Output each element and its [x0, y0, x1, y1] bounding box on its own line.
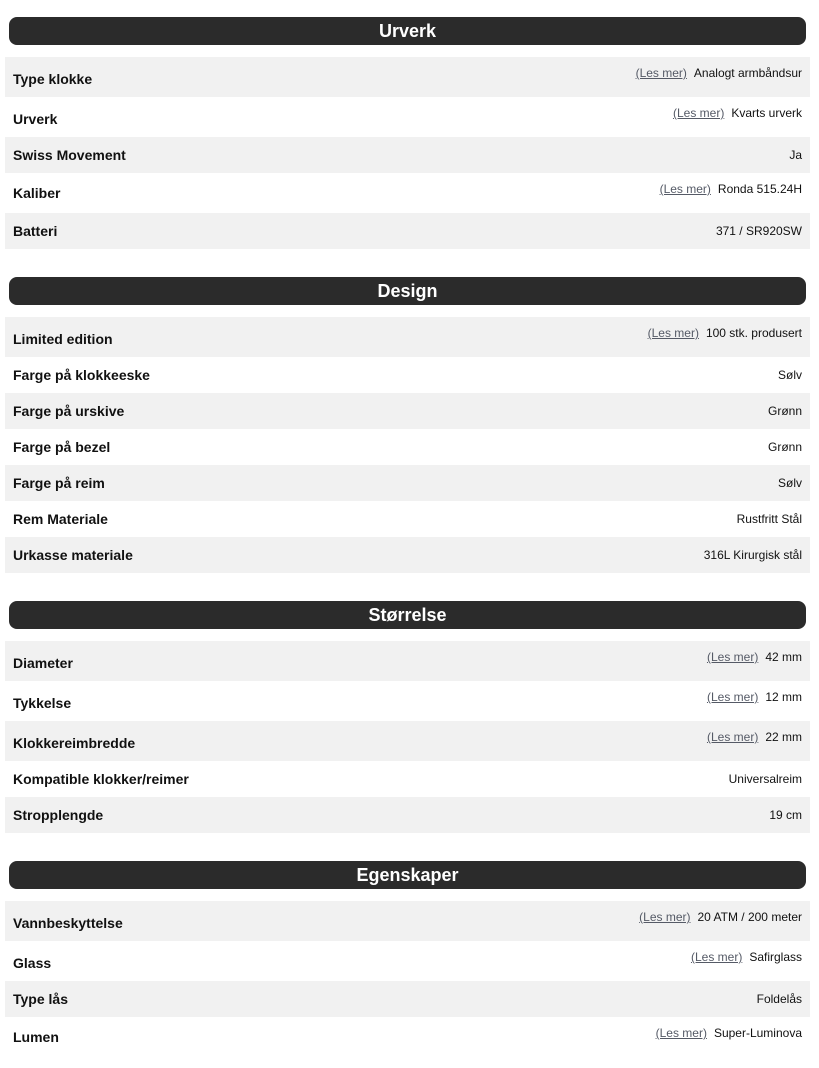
les-mer-link[interactable]: (Les mer)	[639, 910, 691, 924]
spec-label: Type klokke	[13, 71, 93, 87]
spec-value: Rustfritt Stål	[736, 512, 802, 526]
spec-label: Tykkelse	[13, 695, 72, 711]
spec-label: Kompatible klokker/reimer	[13, 771, 189, 787]
spec-value: 316L Kirurgisk stål	[703, 548, 802, 562]
spec-row	[5, 213, 810, 249]
spec-label: Klokkereimbredde	[13, 735, 136, 751]
les-mer-link[interactable]: (Les mer)	[655, 1026, 707, 1040]
spec-label: Swiss Movement	[13, 147, 126, 163]
spec-value: Ronda 515.24H	[717, 182, 802, 196]
spec-value: Kvarts urverk	[731, 106, 802, 120]
spec-row	[5, 901, 810, 941]
spec-row	[5, 537, 810, 573]
spec-row	[5, 393, 810, 429]
spec-label: Batteri	[13, 223, 58, 239]
spec-row	[5, 761, 810, 797]
spec-label: Glass	[13, 955, 52, 971]
spec-value: 12 mm	[765, 690, 802, 704]
spec-row	[5, 721, 810, 761]
section-header-storrelse: Størrelse	[9, 601, 806, 629]
spec-label: Farge på reim	[13, 475, 105, 491]
spec-value: 22 mm	[765, 730, 802, 744]
spec-row	[5, 941, 810, 981]
spec-value: 100 stk. produsert	[705, 326, 802, 340]
spec-row	[5, 97, 810, 137]
spec-value: Grønn	[767, 404, 802, 418]
spec-value: Ja	[789, 148, 802, 162]
spec-value: 19 cm	[769, 808, 802, 822]
spec-value: Sølv	[778, 476, 802, 490]
les-mer-link[interactable]: (Les mer)	[690, 950, 743, 964]
spec-value: 20 ATM / 200 meter	[697, 910, 802, 924]
spec-label: Lumen	[13, 1029, 59, 1045]
les-mer-link[interactable]: (Les mer)	[706, 690, 759, 704]
spec-label: Rem Materiale	[13, 511, 108, 527]
spec-value: Foldelås	[756, 992, 802, 1006]
spec-row	[5, 641, 810, 681]
les-mer-link[interactable]: (Les mer)	[706, 730, 759, 744]
spec-row	[5, 173, 810, 213]
spec-row	[5, 317, 810, 357]
spec-label: Kaliber	[13, 185, 61, 201]
spec-label: Diameter	[13, 655, 73, 671]
spec-label: Vannbeskyttelse	[13, 915, 123, 931]
spec-value: Super-Luminova	[713, 1026, 802, 1040]
spec-value: Universalreim	[728, 772, 802, 786]
les-mer-link[interactable]: (Les mer)	[706, 650, 759, 664]
spec-row	[5, 429, 810, 465]
les-mer-link[interactable]: (Les mer)	[647, 326, 699, 340]
section-header-egenskaper: Egenskaper	[9, 861, 806, 889]
spec-value: Sølv	[778, 368, 802, 382]
spec-row	[5, 981, 810, 1017]
spec-label: Farge på klokkeeske	[13, 367, 150, 383]
spec-value: Grønn	[767, 440, 802, 454]
spec-row	[5, 501, 810, 537]
section-header-urverk: Urverk	[9, 17, 806, 45]
les-mer-link[interactable]: (Les mer)	[659, 182, 711, 196]
spec-label: Stropplengde	[13, 807, 104, 823]
spec-label: Urverk	[13, 111, 58, 127]
spec-value: Safirglass	[749, 950, 802, 964]
spec-row	[5, 57, 810, 97]
les-mer-link[interactable]: (Les mer)	[635, 66, 687, 80]
spec-row	[5, 465, 810, 501]
les-mer-link[interactable]: (Les mer)	[672, 106, 725, 120]
spec-label: Farge på urskive	[13, 403, 125, 419]
spec-label: Type lås	[13, 991, 68, 1007]
spec-row	[5, 797, 810, 833]
section-header-design: Design	[9, 277, 806, 305]
spec-value: 42 mm	[765, 650, 802, 664]
spec-label: Limited edition	[13, 331, 113, 347]
spec-row	[5, 137, 810, 173]
spec-label: Urkasse materiale	[13, 547, 133, 563]
spec-value: 371 / SR920SW	[715, 224, 802, 238]
spec-label: Farge på bezel	[13, 439, 111, 455]
spec-row	[5, 357, 810, 393]
spec-row	[5, 1017, 810, 1057]
spec-row	[5, 681, 810, 721]
spec-value: Analogt armbåndsur	[693, 66, 802, 80]
